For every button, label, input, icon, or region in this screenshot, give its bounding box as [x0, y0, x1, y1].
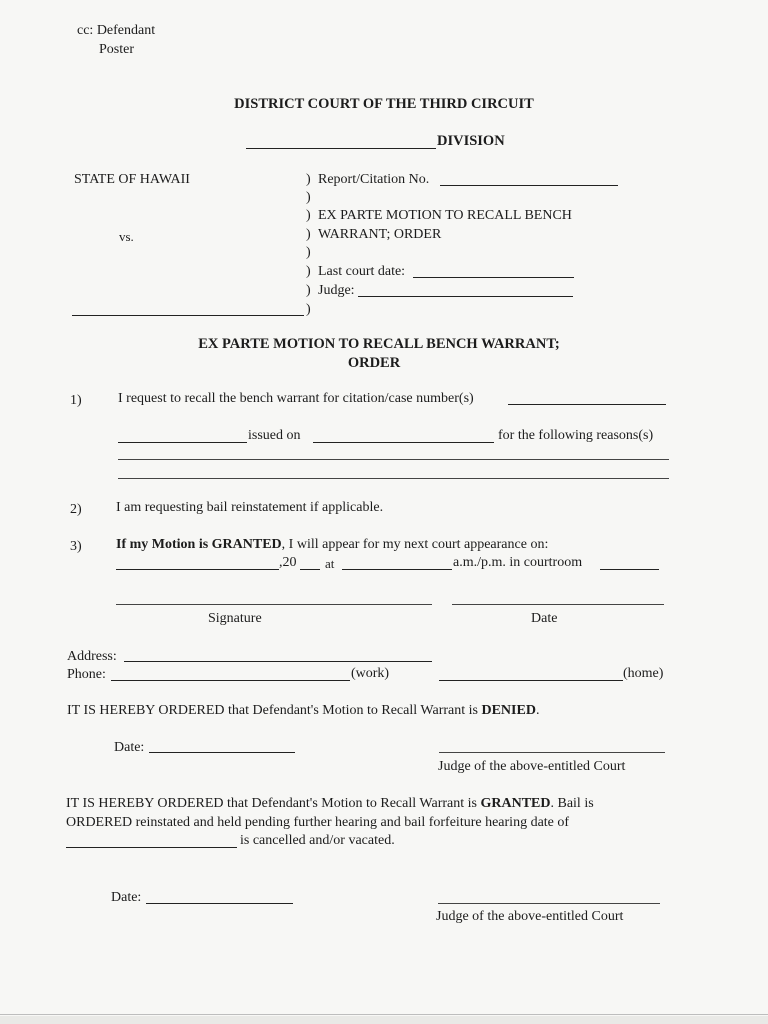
appearance-date-blank[interactable] [116, 569, 279, 570]
court-name: DISTRICT COURT OF THE THIRD CIRCUIT [234, 96, 534, 112]
defendant-name-blank[interactable] [72, 315, 304, 316]
granted-date-label: Date: [111, 890, 142, 905]
caption-paren: ) [306, 264, 311, 279]
date-caption: Date [531, 611, 558, 626]
courtroom-blank[interactable] [600, 569, 659, 570]
division-label: DIVISION [437, 133, 505, 149]
item-3-text [116, 537, 548, 553]
time-blank[interactable] [342, 569, 452, 570]
signature-date-line[interactable] [452, 604, 664, 605]
denied-judge-caption: Judge of the above-entitled Court [438, 759, 626, 774]
report-citation-blank[interactable] [440, 185, 618, 186]
caption-paren: ) [306, 302, 311, 317]
home-phone-blank[interactable] [439, 680, 623, 681]
versus-label: vs. [119, 229, 134, 244]
item-1-text: I request to recall the bench warrant for citation/case number(s) [118, 391, 474, 406]
denied-period: . [535, 703, 540, 718]
forfeiture-hearing-date-blank[interactable] [66, 847, 237, 848]
denied-date-label: Date: [114, 740, 145, 755]
item-2-number: 2) [70, 502, 82, 517]
phone-label: Phone: [67, 667, 106, 682]
address-blank[interactable] [124, 661, 432, 662]
reasons-line-1[interactable] [118, 459, 669, 460]
caption-paren: ) [306, 172, 311, 187]
caption-paren: ) [306, 283, 311, 298]
denied-order-text [67, 703, 539, 719]
work-phone-blank[interactable] [111, 680, 350, 681]
scan-edge-line [0, 1014, 768, 1015]
year-prefix: ,20 [279, 555, 297, 570]
denied-word: DENIED [481, 703, 536, 718]
form-title-line2: ORDER [347, 355, 401, 371]
cc-defendant: cc: Defendant [77, 23, 156, 38]
state-of-hawaii: STATE OF HAWAII [74, 172, 190, 187]
address-label: Address: [67, 649, 117, 664]
granted-judge-signature-line[interactable] [438, 903, 660, 904]
last-court-date-label: Last court date: [318, 264, 406, 279]
year-blank[interactable] [300, 569, 320, 570]
caption-paren: ) [306, 245, 311, 260]
last-court-date-blank[interactable] [413, 277, 574, 278]
issued-on-label: issued on [248, 428, 301, 443]
home-label: (home) [623, 666, 664, 681]
signature-line[interactable] [116, 604, 432, 605]
report-citation-label: Report/Citation No. [318, 172, 430, 187]
granted-order-line2: ORDERED reinstated and held pending further hearing and bail forfeiture hearing date of [66, 815, 570, 830]
cc-poster: Poster [99, 42, 134, 57]
case-number-continued-blank[interactable] [118, 442, 247, 443]
item-3-rest: , I will appear for my next court appearance on: [281, 537, 549, 552]
division-blank[interactable] [246, 148, 436, 149]
item-2-text: I am requesting bail reinstatement if applicable. [116, 500, 384, 515]
at-label: at [325, 556, 335, 571]
caption-motion-line1: EX PARTE MOTION TO RECALL BENCH [318, 208, 572, 223]
ampm-courtroom-label: a.m./p.m. in courtroom [453, 555, 583, 570]
caption-paren: ) [306, 208, 311, 223]
denied-date-blank[interactable] [149, 752, 295, 753]
reasons-label: for the following reasons(s) [498, 428, 654, 443]
caption-motion-line2: WARRANT; ORDER [318, 227, 442, 242]
issued-on-blank[interactable] [313, 442, 494, 443]
item-3-number: 3) [70, 539, 82, 554]
granted-judge-caption: Judge of the above-entitled Court [436, 909, 624, 924]
granted-order-line1 [66, 796, 594, 812]
granted-order-bail: . Bail is [550, 796, 594, 811]
caption-paren: ) [306, 190, 311, 205]
work-label: (work) [351, 666, 390, 681]
item-1-number: 1) [70, 393, 82, 408]
reasons-line-2[interactable] [118, 478, 669, 479]
denied-judge-signature-line[interactable] [439, 752, 665, 753]
case-number-blank[interactable] [508, 404, 666, 405]
granted-word: GRANTED [480, 796, 551, 811]
denied-order-body: IT IS HEREBY ORDERED that Defendant's Motion to Recall Warrant is [67, 703, 482, 718]
granted-condition: If my Motion is GRANTED [116, 537, 282, 552]
granted-date-blank[interactable] [146, 903, 293, 904]
form-title-line1: EX PARTE MOTION TO RECALL BENCH WARRANT; [198, 336, 560, 352]
caption-paren: ) [306, 227, 311, 242]
granted-order-line3: is cancelled and/or vacated. [240, 833, 395, 848]
scan-edge [0, 1016, 768, 1024]
granted-order-body: IT IS HEREBY ORDERED that Defendant's Motion to Recall Warrant is [66, 796, 481, 811]
judge-blank[interactable] [358, 296, 573, 297]
signature-caption: Signature [208, 611, 262, 626]
judge-label: Judge: [318, 283, 355, 298]
